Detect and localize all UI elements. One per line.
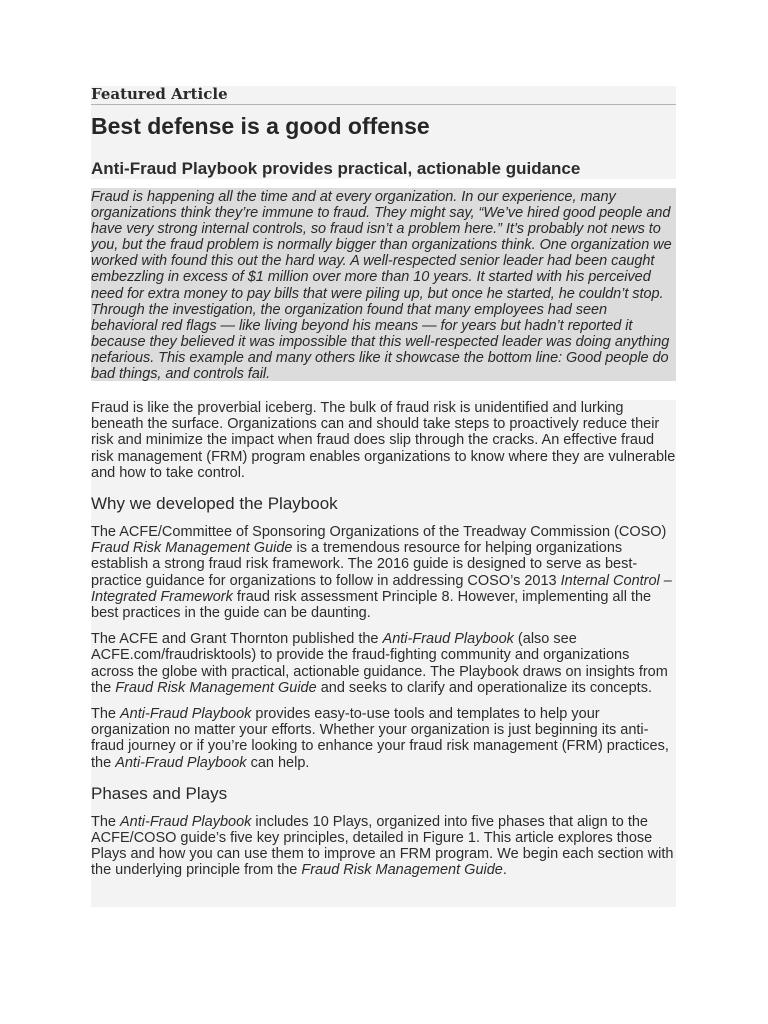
title-reference: Fraud Risk Management Guide xyxy=(301,862,503,879)
paragraph xyxy=(91,631,676,696)
text-run: The xyxy=(91,813,121,830)
text-run: fraud risk assessment Principle 8. However, implementing all the best practices in the guide can be daunting. xyxy=(91,588,652,622)
title-reference: Anti-Fraud Playbook xyxy=(120,813,252,830)
text-run: can help. xyxy=(246,754,310,771)
paragraph xyxy=(91,524,676,621)
text-run: is a tremendous resource for helping organizations establish a strong fraud risk framework. The 2016 guide is designed to serve as best-practice guidance for organizations to follow in addressing COSO’s 2013 xyxy=(91,540,638,589)
text-run: The ACFE/Committee of Sponsoring Organizations of the Treadway Commission (COSO) xyxy=(91,524,667,541)
article-subtitle: Anti-Fraud Playbook provides practical, actionable guidance xyxy=(91,159,581,178)
text-run: The xyxy=(91,706,121,723)
text-run: provides easy-to-use tools and templates to help your organization no matter your efforts. Whether your organization is just beginning its anti-fraud journey or if you’re looking to enhance your fraud risk management (FRM) practices, the xyxy=(91,706,669,771)
pull-quote-text: Fraud is happening all the time and at every organization. In our experience, many organizations think they’re immune to fraud. They might say, “We’ve hired good people and have very strong internal controls, so fraud isn’t a problem here.” It’s probably not news to you, but the fraud problem is normally bigger than organizations think. One organization we worked with found this out the hard way. A well-respected senior leader had been caught embezzling in excess of $1 million over more than 10 years. It started with his perceived need for extra money to pay bills that were piling up, but once he started, he couldn’t stop. Through the investigation, the organization found that many employees had seen behavioral red flags — like living beyond his means — for years but hadn’t reported it because they believed it was impossible that this well-respected leader was doing anything nefarious. This example and many others like it showcase the bottom line: Good people do bad things, and controls fail. xyxy=(91,189,672,383)
text-run: and seeks to clarify and operationalize its concepts. xyxy=(316,679,652,696)
title-reference: Anti-Fraud Playbook xyxy=(382,631,514,648)
section-heading-why: Why we developed the Playbook xyxy=(91,494,338,514)
article-title: Best defense is a good offense xyxy=(91,113,430,139)
text-run: . xyxy=(502,862,507,879)
title-reference: Fraud Risk Management Guide xyxy=(115,679,317,696)
paragraph xyxy=(91,814,676,879)
paragraph xyxy=(91,706,676,771)
intro-paragraph: Fraud is like the proverbial iceberg. The bulk of fraud risk is unidentified and lurking beneath the surface. Organizations can and should take steps to proactively reduce their risk and minimize the impact when fraud does slip through the cracks. An effective fraud risk management (FRM) program enables organizations to know where they are vulnerable and how to take control. xyxy=(91,400,676,481)
title-reference: Anti-Fraud Playbook xyxy=(120,706,252,723)
section-heading-phases: Phases and Plays xyxy=(91,783,228,803)
article-header xyxy=(91,105,676,179)
text-run: includes 10 Plays, organized into five phases that align to the ACFE/COSO guide’s five key principles, detailed in Figure 1. This article explores those Plays and how you can use them to improve an FRM program. We begin each section with the underlying principle from the xyxy=(91,813,674,879)
section-label: Featured Article xyxy=(91,86,676,105)
title-reference: Internal Control – Integrated Framework xyxy=(91,572,672,605)
title-reference: Fraud Risk Management Guide xyxy=(91,540,293,557)
article-body xyxy=(91,400,676,907)
pull-quote xyxy=(91,188,676,381)
text-run: The ACFE and Grant Thornton published the xyxy=(91,631,383,648)
text-run: (also see ACFE.com/fraudrisktools) to provide the fraud-fighting community and organizations across the globe with practical, actionable guidance. The Playbook draws on insights from the xyxy=(91,631,668,696)
title-reference: Anti-Fraud Playbook xyxy=(115,754,247,771)
